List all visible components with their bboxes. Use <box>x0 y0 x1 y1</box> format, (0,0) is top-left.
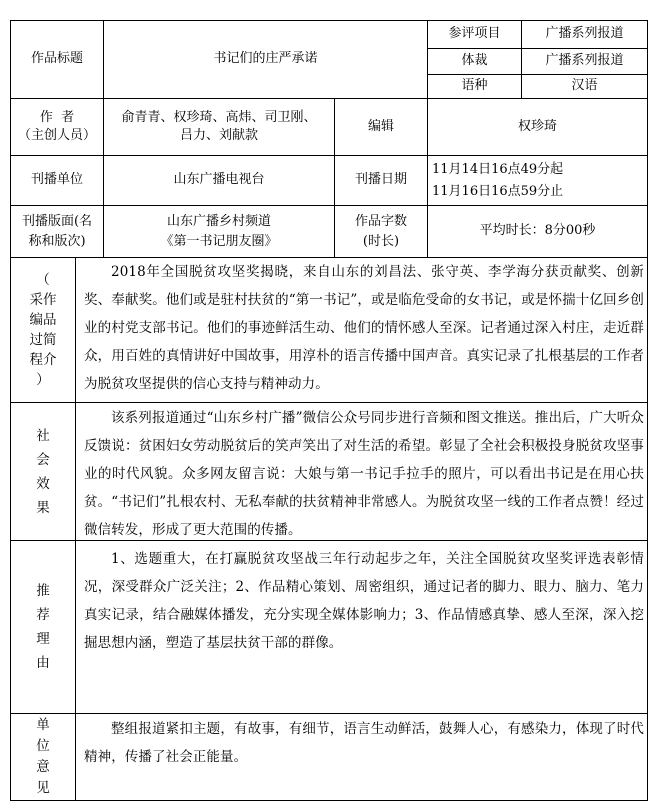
authors-names: 俞青青、权珍琦、高炜、司卫刚、 吕力、刘献款 <box>121 109 317 143</box>
category-label: 参评项目 <box>448 26 501 42</box>
channel-name: 山东广播乡村频道 《第一书记朋友圈》 <box>160 213 278 249</box>
editor-label: 编辑 <box>367 118 394 134</box>
duration-value: 平均时长：8分00秒 <box>479 223 596 239</box>
language-label: 语种 <box>461 78 488 94</box>
publish-unit: 山东广播电视台 <box>173 172 265 188</box>
publish-date: 11月14日16点49分起 11月16日16点59分止 <box>432 161 564 199</box>
layout-label: 刊播版面(名 称和版次) <box>21 213 93 249</box>
effect-text: 该系列报道通过“山东乡村广播”微信公众号同步进行音频和图文推送。推出后，广大听众反馈说：贫困妇女劳动脱贫后的笑声笑出了对生活的希望。彰显了全社会积极投身脱贫攻坚事业的时代风貌。众多网友留言说：大娘与第一书记手拉手的照片，可以看出书记是在用心扶贫。“书记们”扎根农村、无私奉献的扶贫精神非常感人。为脱贫攻坚一线的工作者点赞！经过微信转发，形成了更大范围的传播。 <box>84 410 644 538</box>
publish-date-label: 刊播日期 <box>354 172 407 188</box>
work-title-label: 作品标题 <box>30 51 83 67</box>
editor-value: 权珍琦 <box>517 118 557 134</box>
process-text: 2018年全国脱贫攻坚奖揭晓，来自山东的刘昌法、张守英、李学海分获贡献奖、创新奖、奉献奖。他们或是驻村扶贫的“第一书记”，或是临危受命的女书记，或是怀揣十亿回乡创业的村党支部书记。他们的事迹鲜活生动、他们的情怀感人至深。记者通过深入村庄，走近群众，用百姓的真情讲好中国故事，用淳朴的语言传播中国声音。真实记录了扎根基层的工作者为脱贫攻坚提供的信心支持与精神动力。 <box>84 264 644 392</box>
opinion-label: 单 位 意 见 <box>36 717 50 796</box>
reason-text: 1、选题重大，在打赢脱贫攻坚战三年行动起步之年，关注全国脱贫攻坚奖评选表彰情况，深受群众广泛关注；2、作品精心策划、周密组织，通过记者的脚力、眼力、脑力、笔力真实记录，结合融媒体播发，充分实现全媒体影响力；3、作品情感真挚、感人至深，深入挖掘思想内涵，塑造了基层扶贫干部的群像。 <box>84 551 644 651</box>
process-label: （ 采作 编品 过简 程介 ） <box>29 272 57 388</box>
reason-label: 推 荐 理 由 <box>36 583 50 671</box>
language-value: 汉语 <box>571 78 598 94</box>
opinion-text: 整组报道紧扣主题，有故事，有细节，语言生动鲜活，鼓舞人心，有感染力，体现了时代精神，传播了社会正能量。 <box>84 721 644 765</box>
grid-line <box>75 257 76 801</box>
genre-value: 广播系列报道 <box>545 53 624 69</box>
category-value: 广播系列报道 <box>545 26 624 42</box>
work-title: 书记们的庄严承诺 <box>213 51 318 67</box>
grid-line <box>10 402 648 403</box>
grid-line <box>647 20 648 801</box>
publish-unit-label: 刊播单位 <box>30 172 83 188</box>
effect-label: 社 会 效 果 <box>36 427 50 516</box>
grid-line <box>10 713 648 714</box>
grid-line <box>10 800 648 801</box>
wordcount-label: 作品字数 (时长) <box>354 213 407 249</box>
genre-label: 体裁 <box>461 53 488 69</box>
authors-label: 作 者 （主创人员） <box>17 109 96 143</box>
